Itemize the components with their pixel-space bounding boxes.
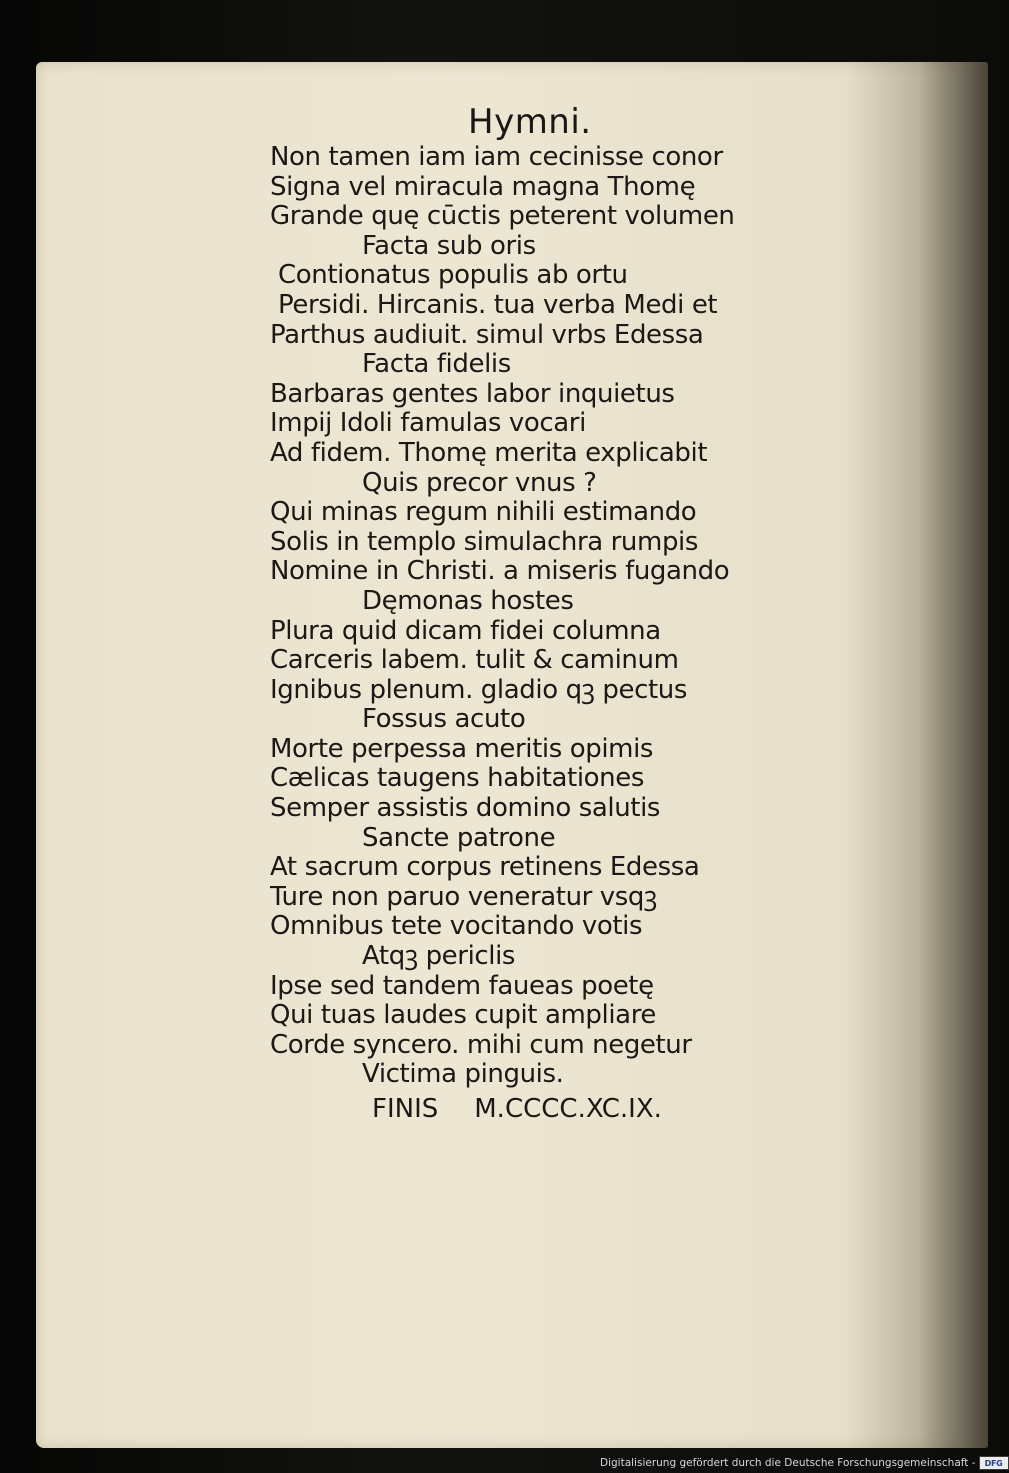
verse-line: Barbaras gentes labor inquietus [270, 378, 675, 409]
verse-line: Parthus audiuit. simul vrbs Edessa [270, 319, 704, 350]
verse-line: Ignibus plenum. gladio qꝫ pectus [270, 674, 688, 705]
colophon [372, 1094, 662, 1124]
verse-line: Qui tuas laudes cupit ampliare [270, 1000, 657, 1031]
verse-line: Ipse sed tandem faueas poetę [270, 970, 654, 1001]
verse-line: Omnibus tete vocitando votis [270, 911, 643, 942]
verse-line: Victima pinguis. [362, 1059, 564, 1090]
verse-line: Plura quid dicam fidei columna [270, 615, 661, 646]
verse-line: Cælicas taugens habitationes [270, 763, 644, 794]
verse-line: Dęmonas hostes [362, 585, 574, 616]
verse-line: Nomine in Christi. a miseris fugando [270, 556, 730, 587]
verse-line: Ad fidem. Thomę merita explicabit [270, 437, 708, 468]
verse-line: At sacrum corpus retinens Edessa [270, 852, 700, 883]
colophon-finis: FINIS [372, 1094, 439, 1124]
verse-line: Atqꝫ periclis [362, 941, 516, 972]
verse-line: Carceris labem. tulit & caminum [270, 645, 679, 676]
verse-line: Ture non paruo veneratur vsqꝫ [270, 881, 657, 912]
verse-line: Qui minas regum nihili estimando [270, 497, 697, 528]
verse-line: Facta sub oris [362, 230, 536, 261]
verse-line: Contionatus populis ab ortu [278, 260, 628, 291]
verse-line: Sancte patrone [362, 822, 556, 853]
verse-line: Quis precor vnus ? [362, 467, 597, 498]
book-page [36, 62, 988, 1448]
funding-credit: Digitalisierung gefördert durch die Deutsche Forschungsgemeinschaft - [600, 1457, 976, 1469]
verse-line: Signa vel miracula magna Thomę [270, 171, 696, 202]
verse-line: Grande quę cūctis peterent volumen [270, 201, 735, 232]
verse-line: Persidi. Hircanis. tua verba Medi et [278, 289, 718, 320]
page-edge-shadow [918, 62, 988, 1448]
dfg-logo-icon: DFG [979, 1456, 1009, 1470]
verse-line: Morte perpessa meritis opimis [270, 733, 654, 764]
page-heading: Hymni. [468, 102, 592, 142]
digitization-footer [600, 1455, 1009, 1471]
verse-line: Fossus acuto [362, 704, 526, 735]
verse-line: Impij Idoli famulas vocari [270, 408, 586, 439]
verse-line: Non tamen iam iam cecinisse conor [270, 142, 723, 172]
verse-line: Solis in templo simulachra rumpis [270, 526, 699, 557]
colophon-date: M.CCCC.XC.IX. [474, 1094, 662, 1124]
verse-line: Facta fidelis [362, 349, 511, 380]
verse-line: Corde syncero. mihi cum negetur [270, 1029, 692, 1060]
verse-line: Semper assistis domino salutis [270, 793, 661, 824]
hymn-text [270, 143, 830, 1090]
